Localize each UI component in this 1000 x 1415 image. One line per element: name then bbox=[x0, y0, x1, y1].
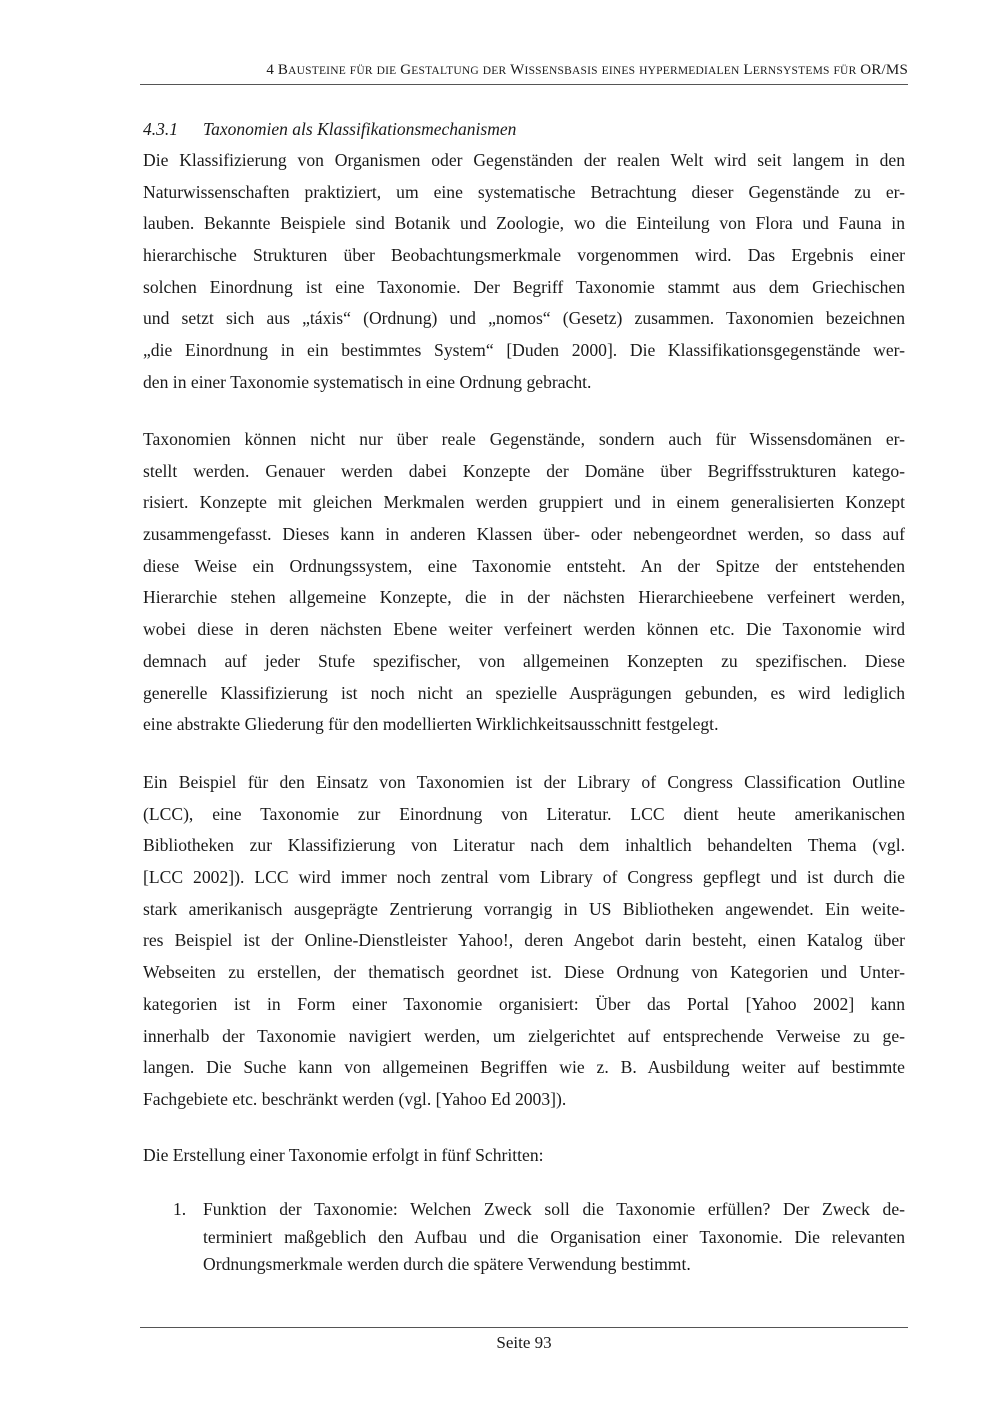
header-word: GESTALTUNG bbox=[400, 62, 479, 78]
text-line: Fachgebiete etc. beschränkt werden (vgl. [Yahoo Ed 2003]). bbox=[143, 1088, 567, 1109]
text-line: Die Klassifizierung von Organismen oder Gegenständen der realen Welt wird seit langem in den bbox=[143, 150, 905, 170]
list-item-line: Ordnungsmerkmale werden durch die spätere Verwendung bestimmt. bbox=[203, 1254, 691, 1274]
list-marker: 1. bbox=[173, 1199, 187, 1219]
text-line: Naturwissenschaften praktiziert, um eine systematische Betrachtung dieser Gegenstände zu er- bbox=[143, 181, 905, 202]
header-word: OR/MS bbox=[860, 62, 908, 78]
paragraph-steps-intro bbox=[143, 1140, 905, 1172]
text-line: (LCC), eine Taxonomie zur Einordnung von Literatur. LCC dient heute amerikanischen bbox=[143, 803, 905, 824]
text-line: „die Einordnung in ein bestimmtes System“ [Duden 2000]. Die Klassifikationsgegenstände wer- bbox=[143, 340, 905, 361]
text-line: risiert. Konzepte mit gleichen Merkmalen werden gruppiert und in einem generalisierten Konzept bbox=[143, 492, 905, 513]
text-line: lauben. Bekannte Beispiele sind Botanik und Zoologie, wo die Einteilung von Flora und Fauna in bbox=[143, 213, 905, 234]
header-word: FÜR bbox=[349, 65, 373, 77]
text-line: Hierarchie stehen allgemeine Konzepte, die in der nächsten Hierarchieebene verfeinert werden, bbox=[143, 587, 905, 608]
text-line: [LCC 2002]). LCC wird immer noch zentral vom Library of Congress gepflegt und ist durch die bbox=[143, 867, 905, 888]
text-line: langen. Die Suche kann von allgemeinen Begriffen wie z. B. Ausbildung weiter auf bestimmte bbox=[143, 1057, 905, 1078]
list-item bbox=[143, 1196, 905, 1279]
steps-list bbox=[143, 1196, 905, 1279]
text-line: demnach auf jeder Stufe spezifischer, von allgemeinen Konzepten zu spezifischen. Diese bbox=[143, 650, 905, 671]
text-line: innerhalb der Taxonomie navigiert werden, um zielgerichtet auf entsprechende Verweise zu ge- bbox=[143, 1025, 905, 1046]
paragraph-taxonomy-intro bbox=[143, 145, 905, 399]
text-line: Ein Beispiel für den Einsatz von Taxonomien ist der Library of Congress Classification Outline bbox=[143, 772, 905, 792]
text-line: generelle Klassifizierung ist noch nicht an spezielle Ausprägungen gebunden, es wird lediglich bbox=[143, 682, 905, 703]
text-line: res Beispiel ist der Online-Dienstleister Yahoo!, deren Angebot darin besteht, einen Katalog über bbox=[143, 930, 905, 951]
header-word: WISSENSBASIS bbox=[510, 62, 598, 78]
paragraph-examples bbox=[143, 767, 905, 1116]
text-line: solchen Einordnung ist eine Taxonomie. Der Begriff Taxonomie stammt aus dem Griechischen bbox=[143, 276, 905, 297]
text-line: und setzt sich aus „táxis“ (Ordnung) und „nomos“ (Gesetz) zusammen. Taxonomien bezeichnen bbox=[143, 308, 905, 329]
text-line: wobei diese in deren nächsten Ebene weiter verfeinert werden können etc. Die Taxonomie wird bbox=[143, 619, 905, 640]
footer-divider bbox=[140, 1327, 908, 1328]
text-line: Die Erstellung einer Taxonomie erfolgt in fünf Schritten: bbox=[143, 1145, 544, 1165]
text-line: stark amerikanisch ausgeprägte Zentrierung vorrangig in US Bibliotheken angewendet. Ein weite- bbox=[143, 898, 905, 919]
text-line: zusammengefasst. Dieses kann in anderen Klassen über- oder nebengeordnet werden, so dass auf bbox=[143, 524, 905, 545]
text-line: Bibliotheken zur Klassifizierung von Literatur nach dem inhaltlich behandelten Thema (vgl. bbox=[143, 835, 905, 856]
header-divider bbox=[140, 84, 908, 85]
text-line: diese Weise ein Ordnungssystem, eine Taxonomie entsteht. An der Spitze der entstehenden bbox=[143, 555, 905, 576]
running-header bbox=[140, 62, 908, 79]
text-line: den in einer Taxonomie systematisch in eine Ordnung gebracht. bbox=[143, 371, 592, 392]
header-word: FÜR bbox=[833, 65, 857, 77]
header-word: HYPERMEDIALEN bbox=[639, 65, 740, 77]
header-word: BAUSTEINE bbox=[277, 62, 346, 78]
text-line: stellt werden. Genauer werden dabei Konzepte der Domäne über Begriffsstrukturen katego- bbox=[143, 460, 905, 481]
header-word: DER bbox=[482, 65, 507, 77]
text-line: eine abstrakte Gliederung für den modellierten Wirklichkeitsausschnitt festgelegt. bbox=[143, 714, 719, 735]
page-number: Seite 93 bbox=[496, 1333, 552, 1352]
paragraph-knowledge-domains bbox=[143, 424, 905, 741]
text-line: hierarchische Strukturen über Beobachtungsmerkmale vorgenommen wird. Das Ergebnis einer bbox=[143, 245, 905, 266]
section-heading bbox=[143, 119, 903, 140]
header-word: DIE bbox=[376, 65, 397, 77]
header-word: EINES bbox=[601, 65, 636, 77]
text-line: kategorien ist in Form einer Taxonomie organisiert: Über das Portal [Yahoo 2002] kann bbox=[143, 993, 905, 1014]
list-item-line: Funktion der Taxonomie: Welchen Zweck soll die Taxonomie erfüllen? Der Zweck de- bbox=[203, 1199, 905, 1219]
text-line: Taxonomien können nicht nur über reale Gegenstände, sondern auch für Wissensdomänen er- bbox=[143, 429, 905, 449]
header-word: LERNSYSTEMS bbox=[743, 62, 830, 78]
section-title: Taxonomien als Klassifikationsmechanismen bbox=[203, 119, 517, 139]
header-word: 4 bbox=[266, 62, 275, 78]
list-item-line: terminiert maßgeblich den Aufbau und die Organisation einer Taxonomie. Die relevanten bbox=[203, 1226, 905, 1247]
text-line: Webseiten zu erstellen, der thematisch geordnet ist. Diese Ordnung von Kategorien und Unter- bbox=[143, 962, 905, 983]
section-number: 4.3.1 bbox=[143, 119, 178, 139]
